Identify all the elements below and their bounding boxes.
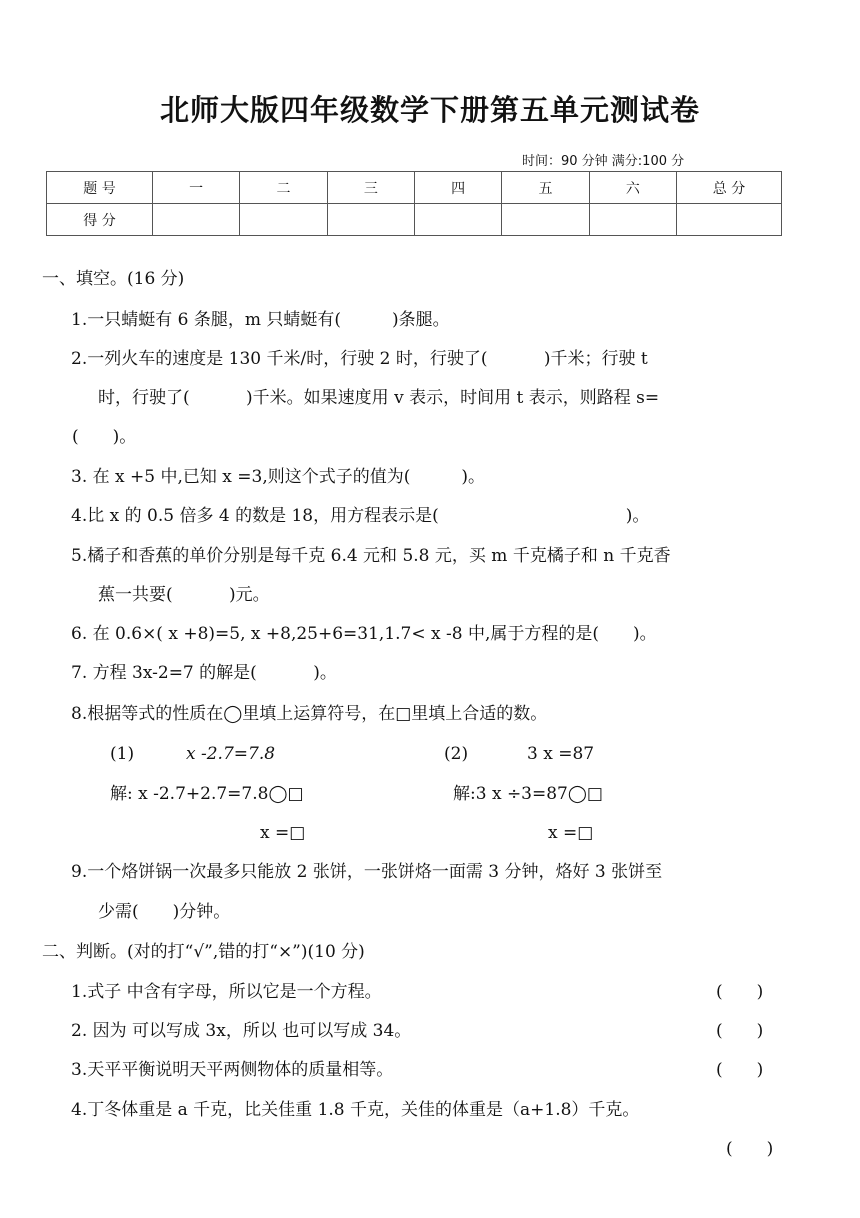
q8-part-2-equation: 3 x =87	[527, 744, 595, 764]
question-1-7: 7. 方程 3x-2=7 的解是( )。	[71, 663, 337, 683]
score-cell[interactable]	[240, 204, 327, 236]
score-cell[interactable]	[327, 204, 414, 236]
judge-answer-paren-4[interactable]: ( )	[726, 1139, 774, 1159]
q8-part-1-solution: 解: x -2.7+2.7=7.8◯□	[110, 784, 304, 804]
page-title: 北师大版四年级数学下册第五单元测试卷	[159, 93, 700, 127]
score-table	[46, 171, 782, 236]
judge-question-2: 2. 因为 可以写成 3x，所以 也可以写成 34。	[71, 1021, 412, 1041]
question-1-2-line-1: 2.一列火车的速度是 130 千米/时，行驶 2 时，行驶了( )千米；行驶 t	[71, 349, 648, 369]
question-1-6: 6. 在 0.6×( x +8)=5, x +8,25+6=31,1.7< x -8 中,属于方程的是( )。	[71, 624, 657, 644]
score-cell[interactable]	[589, 204, 676, 236]
question-1-1: 1.一只蜻蜓有 6 条腿，m 只蜻蜓有( )条腿。	[71, 310, 450, 330]
question-1-9-line-1: 9.一个烙饼锅一次最多只能放 2 张饼，一张饼烙一面需 3 分钟，烙好 3 张饼至	[71, 862, 663, 882]
judge-question-4: 4.丁冬体重是 a 千克，比关佳重 1.8 千克，关佳的体重是（a+1.8）千克。	[71, 1100, 640, 1120]
judge-question-3: 3.天平平衡说明天平两侧物体的质量相等。	[71, 1060, 394, 1080]
q8-part-1-answer: x =□	[260, 823, 306, 843]
score-cell[interactable]	[502, 204, 589, 236]
question-1-9-line-2: 少需( )分钟。	[98, 902, 231, 922]
question-1-5-line-1: 5.橘子和香蕉的单价分别是每千克 6.4 元和 5.8 元，买 m 千克橘子和 n 千克香	[71, 546, 671, 566]
q8-part-1-equation: x -2.7=7.8	[186, 744, 276, 764]
time-info: 时间：90 分钟 满分:100 分	[522, 154, 685, 169]
question-1-5-line-2: 蕉一共要( )元。	[98, 585, 270, 605]
judge-answer-paren-3[interactable]: ( )	[716, 1060, 764, 1080]
score-table-score-row	[47, 204, 782, 236]
score-cell[interactable]	[414, 204, 501, 236]
row-label: 得 分	[47, 204, 153, 236]
q8-part-1-label: (1)	[110, 744, 135, 764]
score-cell[interactable]	[677, 204, 782, 236]
score-table-header-row	[47, 172, 782, 204]
q8-part-2-answer: x =□	[548, 823, 594, 843]
question-1-3: 3. 在 x +5 中,已知 x =3,则这个式子的值为( )。	[71, 467, 486, 487]
judge-answer-paren-2[interactable]: ( )	[716, 1021, 764, 1041]
section-1-title: 一、填空。(16 分)	[42, 269, 185, 289]
header-cell: 五	[502, 172, 589, 204]
judge-question-1: 1.式子 中含有字母，所以它是一个方程。	[71, 982, 382, 1002]
header-cell: 一	[153, 172, 240, 204]
score-cell[interactable]	[153, 204, 240, 236]
header-cell: 六	[589, 172, 676, 204]
section-2-title: 二、判断。(对的打“√”,错的打“×”)(10 分)	[42, 942, 365, 962]
question-1-8: 8.根据等式的性质在◯里填上运算符号，在□里填上合适的数。	[71, 704, 548, 724]
header-cell: 三	[327, 172, 414, 204]
question-1-2-line-2: 时，行驶了( )千米。如果速度用 v 表示，时间用 t 表示，则路程 s=	[98, 388, 660, 408]
header-cell: 四	[414, 172, 501, 204]
q8-part-2-label: (2)	[444, 744, 469, 764]
question-1-4: 4.比 x 的 0.5 倍多 4 的数是 18，用方程表示是( )。	[71, 506, 650, 526]
header-cell: 总 分	[677, 172, 782, 204]
header-cell: 题 号	[47, 172, 153, 204]
question-1-2-line-3: ( )。	[72, 427, 137, 447]
judge-answer-paren-1[interactable]: ( )	[716, 982, 764, 1002]
header-cell: 二	[240, 172, 327, 204]
q8-part-2-solution: 解:3 x ÷3=87◯□	[453, 784, 603, 804]
